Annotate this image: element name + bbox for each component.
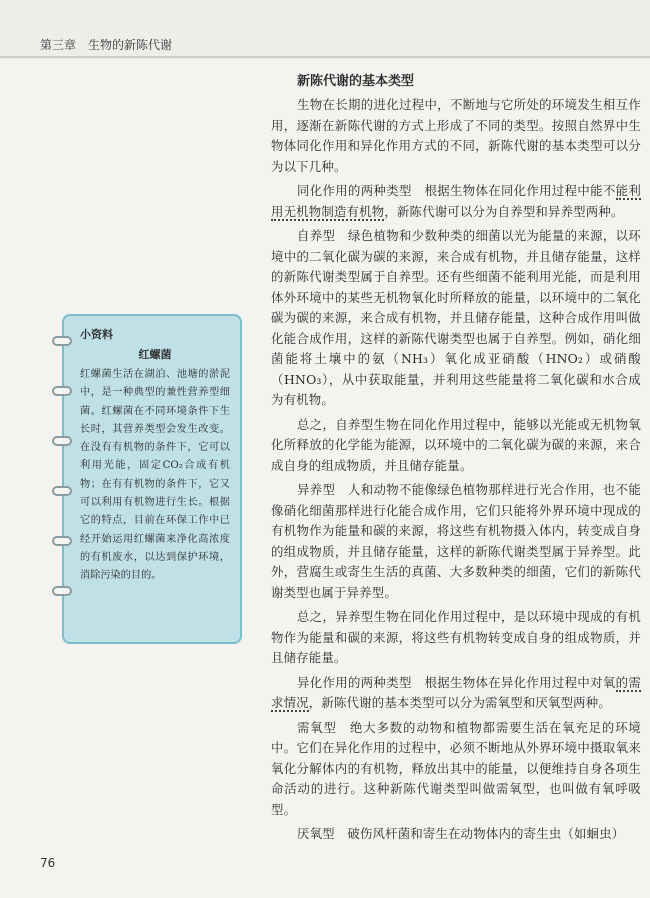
ring-decoration <box>52 436 72 446</box>
ring-decoration <box>52 586 72 596</box>
dissimilation-text-post: ，新陈代谢的基本类型可以分为需氧型和厌氧型两种。 <box>308 695 611 710</box>
dissimilation-emphasis: 的需求情况 <box>271 674 641 710</box>
autotroph-summary-paragraph: 总之，自养型生物在同化作用过程中，能够以光能或无机物氧化所释放的化学能为能源，以环境中的二氧化碳为碳的来源，来合成自身的组成物质，并且储存能量。 <box>271 416 641 473</box>
sidebar-body: 红螺菌生活在湖泊、池塘的淤泥中，是一种典型的兼性营养型细菌。红螺菌在不同环境条件下生长时，其营养类型会发生改变。在没有有机物的条件下，它可以利用光能，固定CO₂合成有机物；在有有机物的条件下，它又可以利用有机物进行生长。根据它的特点，目前在环保工作中已经开始运用红螺菌来净化高浓度的有机废水，以达到保护环境，消除污染的目的。 <box>80 369 230 582</box>
assimilation-text-post: ，新陈代谢可以分为自养型和异养型两种。 <box>384 203 624 219</box>
main-text-column <box>271 70 641 849</box>
heterotroph-paragraph <box>271 480 641 603</box>
anaerobic-text: 破伤风杆菌和寄生在动物体内的寄生虫（如蛔虫） <box>334 826 625 841</box>
aerobic-text: 绝大多数的动物和植物都需要生活在氧充足的环境中。它们在异化作用的过程中，必须不断地从外界环境中摄取氧来氧化分解体内的有机物，释放出其中的能量，以便维持自身各项生命活动的进行。这种新陈代谢类型叫做需氧型，也叫做有氧呼吸型。 <box>271 719 641 817</box>
heterotroph-text: 人和动物不能像绿色植物那样进行光合作用，也不能像硝化细菌那样进行化能合成作用，它们只能将外界环境中现成的有机物作为能量和碳的来源，将这些有机物摄入体内，转变成自身的组成物质，并且储存能量，这样的新陈代谢类型属于异养型。此外，营腐生或寄生生活的真菌、大多数种类的细菌，它们的新陈代谢类型也属于异养型。 <box>271 482 641 600</box>
ring-decoration <box>52 486 72 496</box>
page-header <box>0 0 650 60</box>
sidebar-heading: 小资料 <box>80 328 113 341</box>
aerobic-paragraph <box>271 718 641 821</box>
assimilation-emphasis: 能利用无机物制造有机物 <box>271 183 641 219</box>
assimilation-paragraph <box>271 181 641 222</box>
dissimilation-paragraph <box>271 673 641 714</box>
page-number: 76 <box>40 856 56 870</box>
aerobic-term: 需氧型 <box>297 719 337 735</box>
autotroph-paragraph <box>271 226 641 411</box>
ring-decoration <box>52 336 72 346</box>
sidebar-subtitle: 红螺菌 <box>138 348 172 361</box>
header-divider <box>0 56 650 58</box>
assimilation-term: 同化作用的两种类型 <box>297 183 412 198</box>
dissimilation-term: 异化作用的两种类型 <box>297 674 412 690</box>
heterotroph-summary-paragraph: 总之，异养型生物在同化作用过程中，是以环境中现成的有机物作为能量和碳的来源，将这些有机物转变成自身的组成物质，并且储存能量。 <box>271 609 641 665</box>
ring-decoration <box>52 536 72 546</box>
heterotroph-term: 异养型 <box>297 482 336 497</box>
section-title: 新陈代谢的基本类型 <box>297 74 415 89</box>
autotroph-term: 自养型 <box>297 228 336 243</box>
anaerobic-term: 厌氧型 <box>297 826 335 841</box>
dissimilation-text-pre: 根据生物体在异化作用过程中对氧 <box>411 674 616 690</box>
ring-decoration <box>52 386 72 396</box>
chapter-title: 第三章 生物的新陈代谢 <box>40 38 173 52</box>
notebook-rings <box>52 336 76 636</box>
info-sidebar <box>62 314 242 644</box>
autotroph-text: 绿色植物和少数种类的细菌以光为能量的来源，以环境中的二氧化碳为碳的来源，来合成有机物，并且储存能量，这样的新陈代谢类型属于自养型。还有些细菌不能利用光能，而是利用体外环境中的某些无机物氧化时所释放的能量，以环境中的二氧化碳为碳的来源，来合成有机物，并且储存能量，这种合成作用叫做化能合成作用，这样的新陈代谢类型也属于自养型。例如，硝化细菌能将土壤中的氨（NH₃）氧化成亚硝酸（HNO₂）或硝酸（HNO₃），从中获取能量，并利用这些能量将二氧化碳和水合成为有机物。 <box>271 228 641 407</box>
anaerobic-paragraph <box>271 824 641 845</box>
assimilation-text-pre: 根据生物体在同化作用过程中能不 <box>411 183 616 198</box>
intro-paragraph: 生物在长期的进化过程中，不断地与它所处的环境发生相互作用，逐渐在新陈代谢的方式上形成了不同的类型。按照自然界中生物体同化作用和异化作用方式的不同，新陈代谢的基本类型可以分为以下几种。 <box>271 97 641 174</box>
